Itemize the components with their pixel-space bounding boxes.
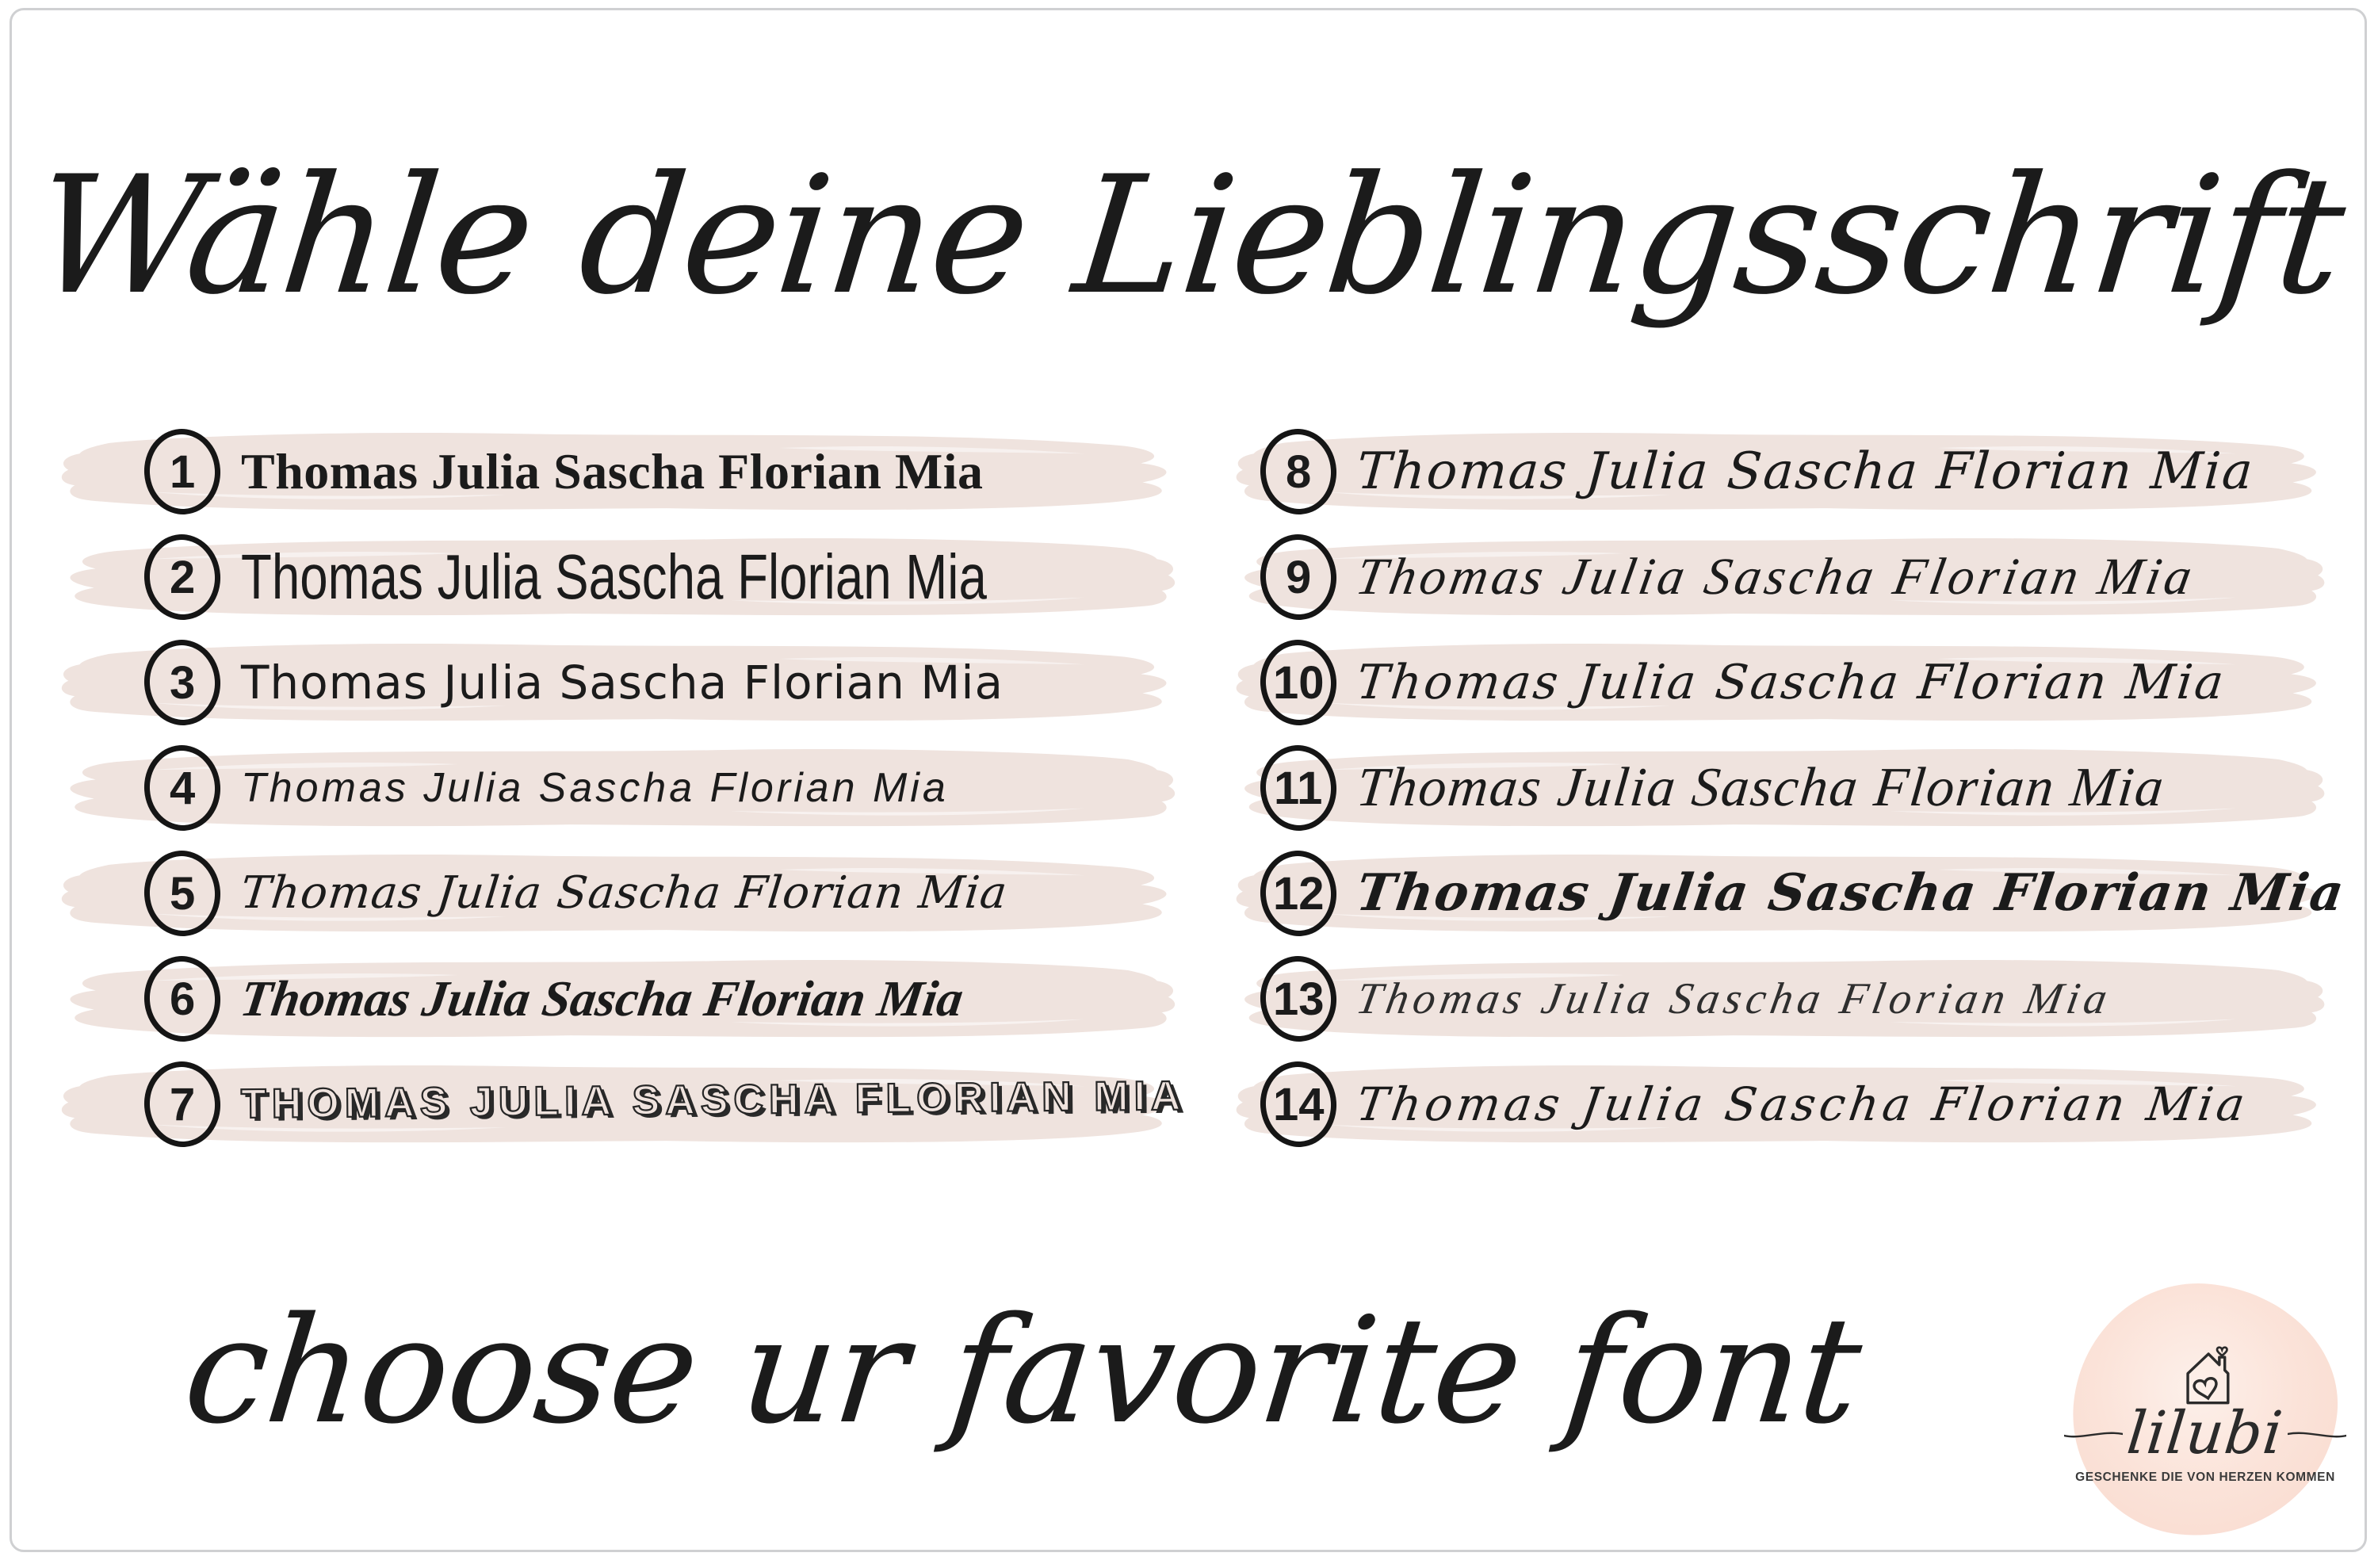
font-sample-row-5	[55, 840, 1181, 946]
font-sample-row-1	[55, 419, 1181, 524]
font-sample-row-8	[1230, 419, 2330, 524]
sample-number: 7	[169, 1078, 196, 1130]
logo-tagline: GESCHENKE DIE VON HERZEN KOMMEN	[2075, 1470, 2335, 1484]
heart-icon	[2193, 1377, 2219, 1400]
sample-column-left	[55, 419, 1187, 1157]
font-sample-row-11	[1230, 735, 2330, 840]
font-sample-row-7	[55, 1051, 1187, 1157]
sample-text: Thomas Julia Sascha Florian Mia	[1354, 756, 2168, 818]
font-sample-row-14	[1230, 1051, 2330, 1157]
sample-number: 13	[1272, 973, 1325, 1025]
logo-wordmark: lilubi	[2124, 1399, 2287, 1467]
font-sample-row-2	[55, 524, 1181, 629]
sample-column-right	[1230, 419, 2349, 1157]
sample-number: 10	[1272, 656, 1325, 709]
sample-text: Thomas Julia Sascha Florian Mia	[241, 541, 987, 613]
sample-number: 2	[169, 551, 196, 603]
sample-number: 1	[169, 446, 196, 498]
sample-text: Thomas Julia Sascha Florian Mia	[1351, 547, 2200, 606]
sample-text: Thomas Julia Sascha Florian Mia	[241, 764, 949, 811]
sample-number: 11	[1274, 762, 1323, 814]
font-sample-row-9	[1230, 524, 2330, 629]
sample-number: 8	[1285, 446, 1312, 498]
font-sample-row-6	[55, 946, 1181, 1051]
swash-left	[2064, 1427, 2123, 1440]
sample-text: Thomas Julia Sascha Florian Mia	[238, 867, 1011, 919]
sample-number: 9	[1285, 551, 1312, 603]
page-title: Wähle deine Lieblingsschrift	[26, 142, 2352, 331]
font-sample-row-12	[1230, 840, 2349, 946]
sample-text: Thomas Julia Sascha Florian Mia	[1352, 973, 2116, 1023]
sample-text: Thomas Julia Sascha Florian Mia	[1352, 863, 2349, 923]
footer-script-text: choose ur favorite font	[177, 1285, 1868, 1456]
sample-text: THOMAS JULIA SASCHA FLORIAN MIA	[240, 1073, 1187, 1127]
lilubi-logo	[2074, 1284, 2337, 1536]
font-sample-row-3	[55, 629, 1181, 735]
font-sample-row-13	[1230, 946, 2330, 1051]
sample-number: 3	[169, 656, 196, 709]
heart-icon	[2217, 1348, 2227, 1356]
font-sample-row-4	[55, 735, 1181, 840]
sample-text: Thomas Julia Sascha Florian Mia	[241, 442, 984, 499]
sample-number: 12	[1272, 867, 1325, 920]
font-sample-row-10	[1230, 629, 2330, 735]
sample-text: Thomas Julia Sascha Florian Mia	[241, 655, 1004, 709]
swash-right	[2288, 1427, 2346, 1440]
sample-number: 4	[169, 762, 196, 814]
sample-text: Thomas Julia Sascha Florian Mia	[237, 969, 967, 1027]
sample-text: Thomas Julia Sascha Florian Mia	[1354, 654, 2229, 710]
sample-number: 6	[169, 973, 196, 1025]
sample-number: 14	[1272, 1078, 1325, 1130]
sample-text: Thomas Julia Sascha Florian Mia	[1355, 442, 2257, 501]
sample-text: Thomas Julia Sascha Florian Mia	[1353, 1077, 2253, 1131]
sample-number: 5	[169, 867, 196, 920]
